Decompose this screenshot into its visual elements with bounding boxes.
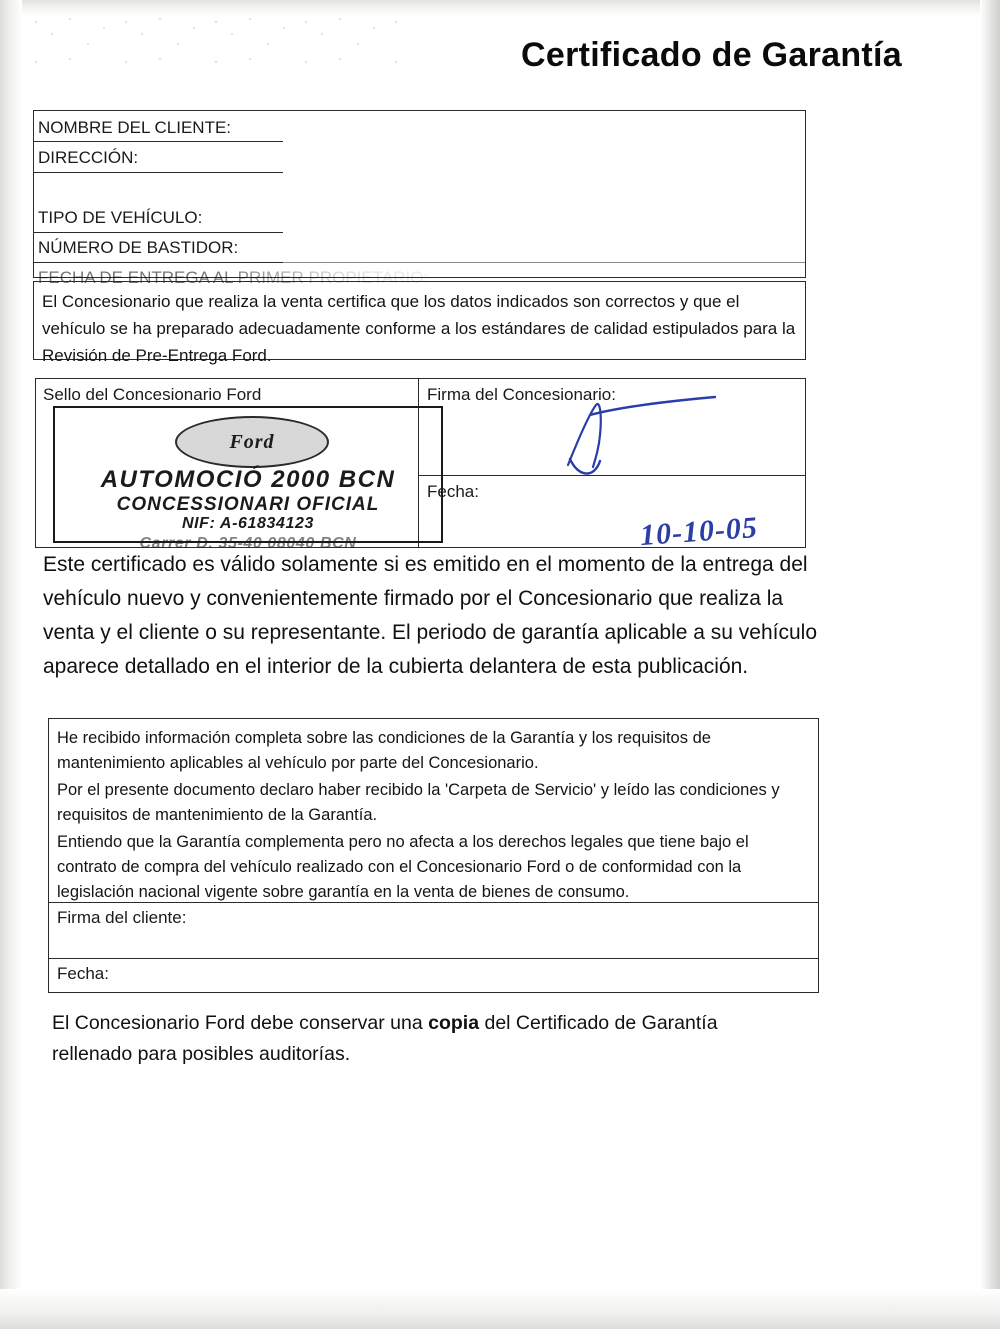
dealer-date-label: Fecha: xyxy=(427,482,479,501)
declaration-paragraph-3: Entiendo que la Garantía complementa pero no afecta a los derechos legales que tiene bajo el contrato de compra del vehículo realizado con el Concesionario Ford o de conformidad con la legislación nacional vigente sobre garantía en la venta de bienes de consumo. xyxy=(57,833,749,901)
stamp-line-address: Carrer D. 35-40 08040 BCN xyxy=(139,535,357,552)
field-label-nombre-cliente: NOMBRE DEL CLIENTE: xyxy=(38,118,232,137)
rule-under-tipo xyxy=(33,232,283,233)
footer-note-emphasis: copia xyxy=(428,1012,480,1034)
footer-note-part2: del Certificado de Garantía rellenado para posibles auditorías. xyxy=(52,1012,718,1065)
dealer-signature-label: Firma del Concesionario: xyxy=(427,385,616,404)
page-title: Certificado de Garantía xyxy=(521,36,902,74)
dealer-statement-text: El Concesionario que realiza la venta certifica que los datos indicados son correctos y que el vehículo se ha preparado adecuadamente conforme a los estándares de calidad estipulados para la Revisión de Pre-Entrega Ford. xyxy=(42,292,796,365)
footer-note xyxy=(52,1008,792,1070)
dealer-signature-handwriting xyxy=(560,395,740,485)
ford-logo-text: Ford xyxy=(229,430,275,453)
page-right-edge xyxy=(980,0,1000,1329)
field-value-direccion[interactable] xyxy=(285,146,801,204)
stamp-line-name: AUTOMOCIÓ 2000 BCN xyxy=(100,466,396,493)
customer-signature-label: Firma del cliente: xyxy=(57,908,187,927)
field-value-nombre-cliente[interactable] xyxy=(285,116,801,144)
declaration-date-divider xyxy=(48,958,819,959)
field-value-numero-bastidor[interactable] xyxy=(285,236,801,262)
scan-noise xyxy=(30,14,410,66)
dealer-stamp xyxy=(53,406,443,552)
stamp-area-label: Sello del Concesionario Ford xyxy=(43,385,262,404)
ford-logo-icon xyxy=(175,416,329,468)
customer-signature-field[interactable] xyxy=(50,904,817,956)
field-label-fecha-entrega: FECHA DE ENTREGA AL PRIMER PROPIETARIO: xyxy=(38,268,429,287)
declaration-paragraph-2: Por el presente documento declaro haber recibido la 'Carpeta de Servicio' y leído las condiciones y requisitos de mantenimiento de la Garantía. xyxy=(57,781,780,824)
field-value-tipo-vehiculo[interactable] xyxy=(285,206,801,232)
field-label-direccion: DIRECCIÓN: xyxy=(38,148,139,167)
customer-date-field[interactable] xyxy=(50,960,817,992)
page-left-edge xyxy=(0,0,22,1329)
footer-note-part1: El Concesionario Ford debe conservar una xyxy=(52,1012,429,1034)
rule-under-bastidor-right xyxy=(283,262,806,263)
validity-paragraph: Este certificado es válido solamente si es emitido en el momento de la entrega del vehículo nuevo y convenientemente firmado por el Concesionario que realiza la venta y el cliente o su representante. El periodo de garantía aplicable a su vehículo aparece detallado en el interior de la cubierta delantera de esta publicación. xyxy=(43,553,817,678)
field-label-numero-bastidor: NÚMERO DE BASTIDOR: xyxy=(38,238,239,257)
dealer-handwritten-date: 10-10-05 xyxy=(638,510,759,553)
customer-date-label: Fecha: xyxy=(57,964,109,983)
stamp-line-nif: NIF: A-61834123 xyxy=(181,515,315,532)
rule-under-bastidor xyxy=(33,262,283,263)
stamp-line-role: CONCESSIONARI OFICIAL xyxy=(116,494,380,515)
page-bottom-edge xyxy=(0,1289,1000,1329)
rule-under-direccion xyxy=(33,172,283,173)
field-label-tipo-vehiculo: TIPO DE VEHÍCULO: xyxy=(38,208,203,227)
declaration-paragraph-1: He recibido información completa sobre las condiciones de la Garantía y los requisitos de mantenimiento aplicables al vehículo por parte del Concesionario. xyxy=(57,729,711,772)
rule-under-nombre xyxy=(33,141,283,142)
